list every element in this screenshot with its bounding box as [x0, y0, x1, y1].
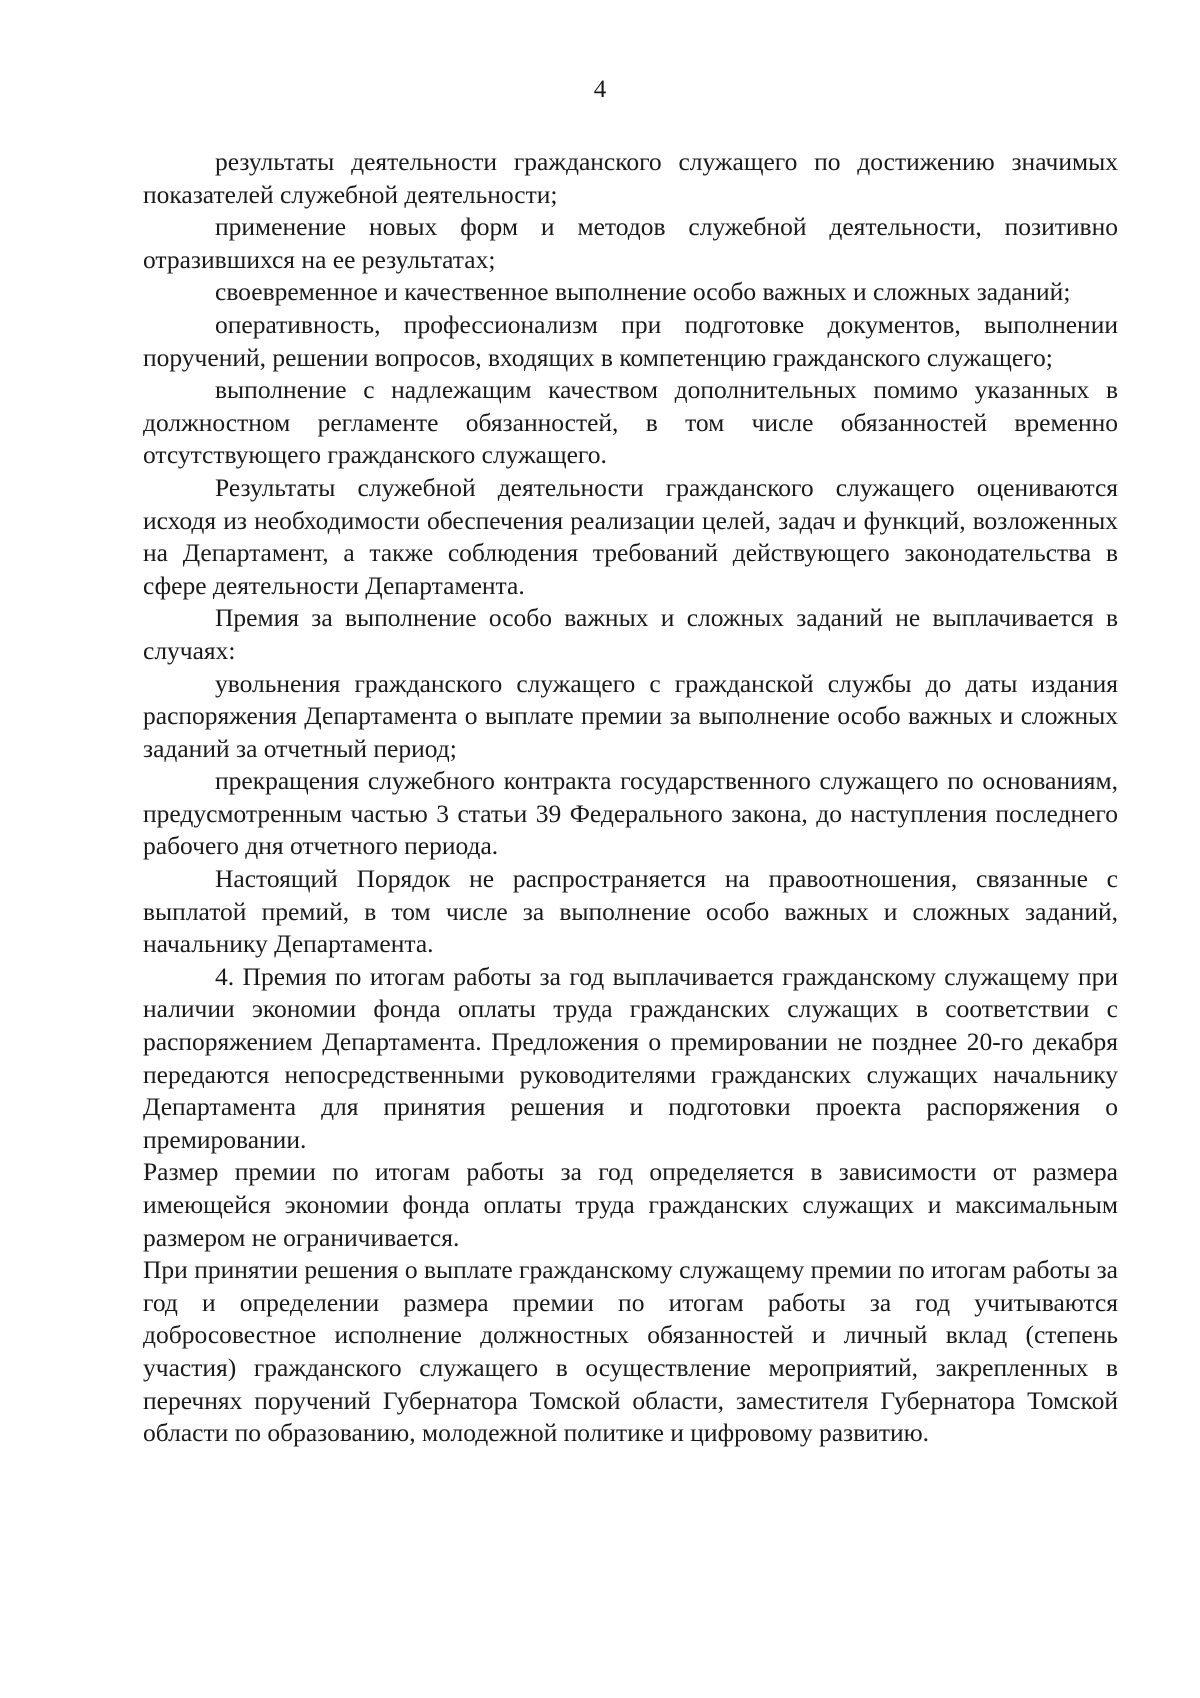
paragraph-9: прекращения служебного контракта государственного служащего по основаниям, предусмотренным частью 3 статьи 39 Федерального закона, до наступления последнего рабочего дня отчетного периода. — [143, 766, 1118, 861]
document-body — [143, 146, 1118, 1450]
paragraph-2: применение новых форм и методов служебной деятельности, позитивно отразившихся на ее результатах; — [143, 212, 1118, 274]
paragraph-8: увольнения гражданского служащего с гражданской службы до даты издания распоряжения Департамента о выплате премии за выполнение особо важных и сложных заданий за отчетный период; — [143, 668, 1118, 763]
paragraph-6: Результаты служебной деятельности гражданского служащего оцениваются исходя из необходимости обеспечения реализации целей, задач и функций, возложенных на Департамент, а также соблюдения требований действующего законодательства в сфере деятельности Департамента. — [143, 472, 1118, 600]
paragraph-12: Размер премии по итогам работы за год определяется в зависимости от размера имеющейся экономии фонда оплаты труда гражданских служащих и максимальным размером не ограничивается. — [143, 1157, 1118, 1252]
paragraph-13: При принятии решения о выплате гражданскому служащему премии по итогам работы за год и определении размера премии по итогам работы за год учитываются добросовестное исполнение должностных обязанностей и личный вклад (степень участия) гражданского служащего в осуществление мероприятий, закрепленных в перечнях поручений Губернатора Томской области, заместителя Губернатора Томской области по образованию, молодежной политике и цифровому развитию. — [143, 1255, 1118, 1448]
paragraph-5: выполнение с надлежащим качеством дополнительных помимо указанных в должностном регламенте обязанностей, в том числе обязанностей временно отсутствующего гражданского служащего. — [143, 375, 1118, 470]
paragraph-1: результаты деятельности гражданского служащего по достижению значимых показателей служебной деятельности; — [143, 147, 1118, 209]
paragraph-3: своевременное и качественное выполнение особо важных и сложных заданий; — [215, 277, 1071, 307]
paragraph-4: оперативность, профессионализм при подготовке документов, выполнении поручений, решении вопросов, входящих в компетенцию гражданского служащего; — [143, 309, 1118, 372]
paragraph-10: Настоящий Порядок не распространяется на правоотношения, связанные с выплатой премий, в том числе за выполнение особо важных и сложных заданий, начальнику Департамента. — [143, 864, 1118, 959]
page-number: 4 — [593, 76, 607, 103]
paragraph-11: 4. Премия по итогам работы за год выплачивается гражданскому служащему при наличии экономии фонда оплаты труда гражданских служащих в соответствии с распоряжением Департамента. Предложения о премировании не позднее 20-го декабря передаются непосредственными руководителями гражданских служащих начальнику Департамента для принятия решения и подготовки проекта распоряжения о премировании. — [143, 961, 1118, 1154]
paragraph-7: Премия за выполнение особо важных и сложных заданий не выплачивается в случаях: — [143, 603, 1118, 665]
